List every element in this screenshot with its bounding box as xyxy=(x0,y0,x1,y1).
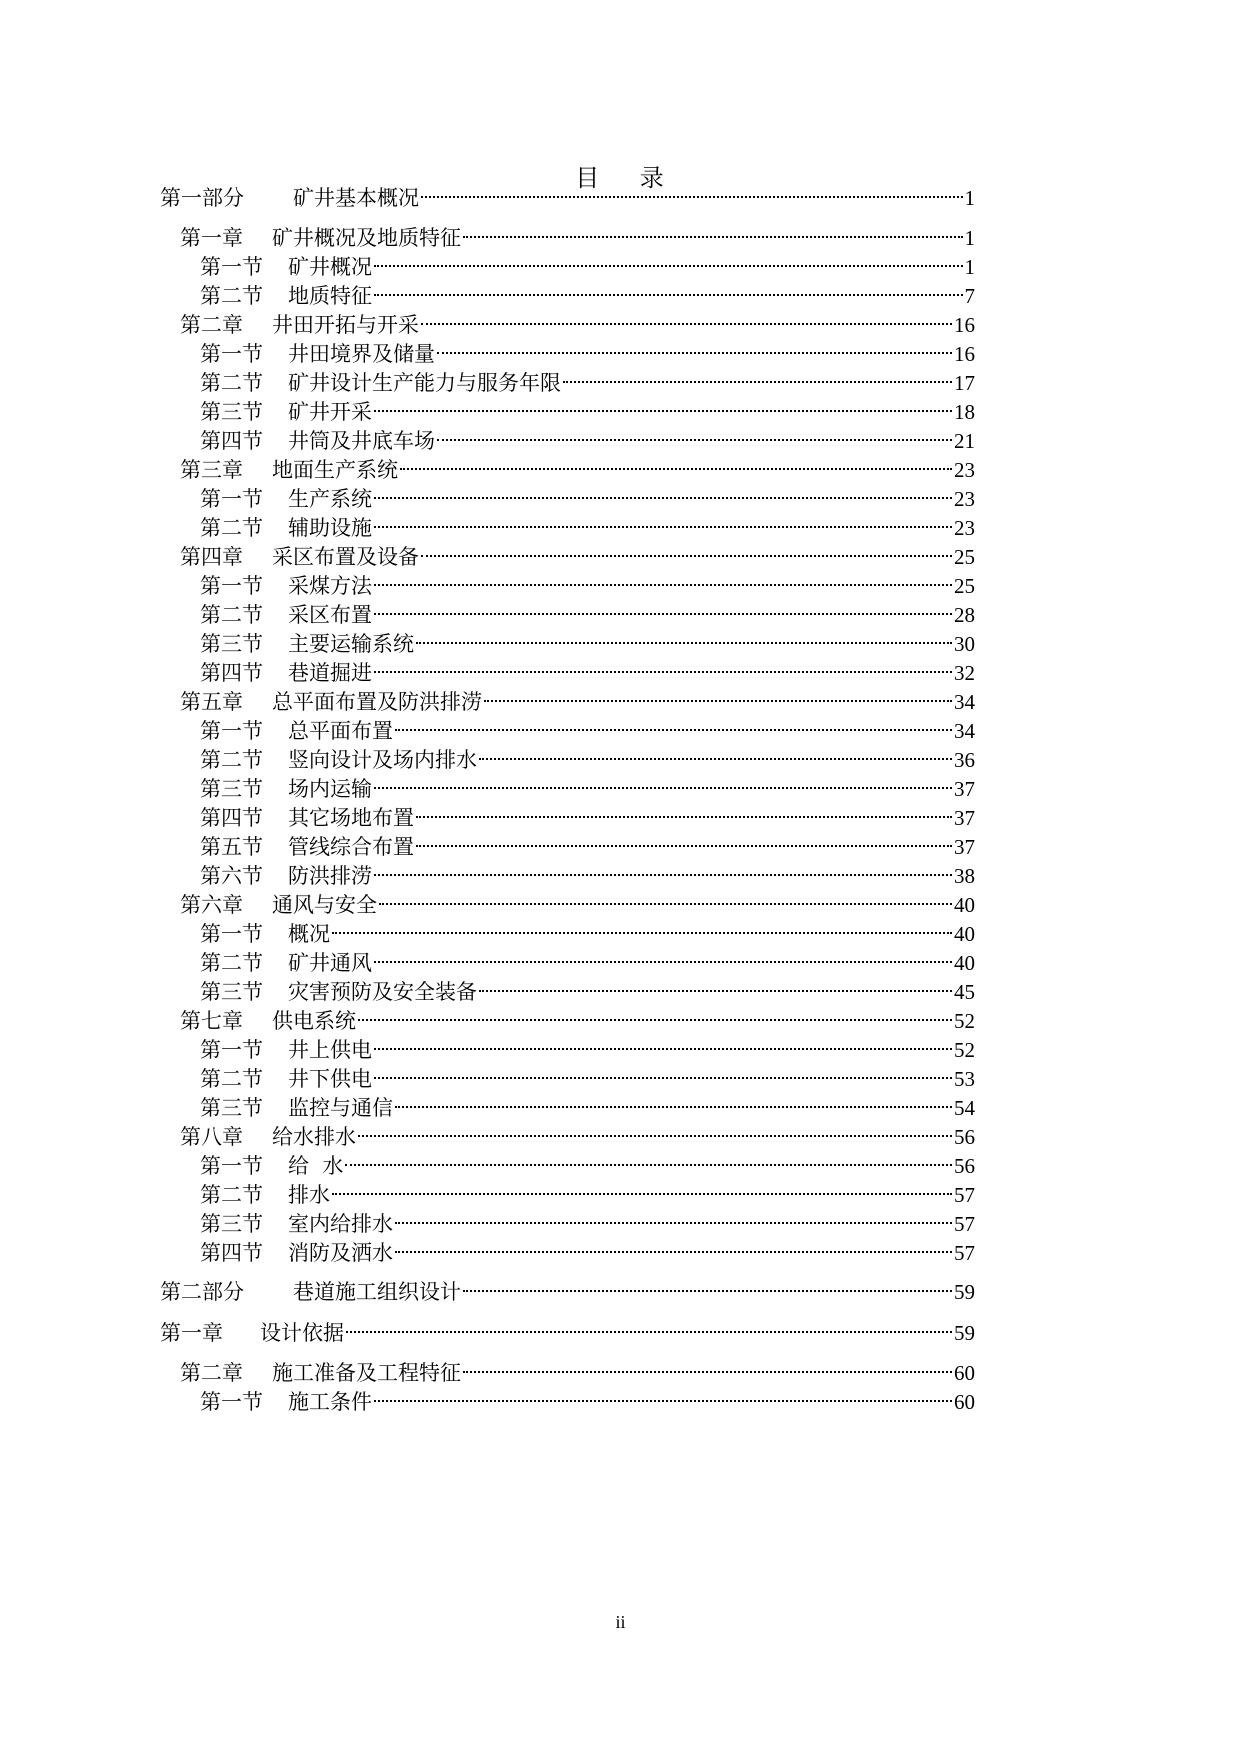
toc-entry-label: 第五章 xyxy=(180,690,243,714)
toc-entry-label: 第二节 xyxy=(200,748,263,772)
toc-entry[interactable] xyxy=(200,571,975,601)
toc-entry-title: 矿井基本概况 xyxy=(293,186,419,210)
toc-entry-label: 第一节 xyxy=(200,922,263,946)
toc-entry[interactable] xyxy=(200,1035,975,1065)
toc-entry-label: 第二节 xyxy=(200,516,263,540)
toc-entry-title: 地质特征 xyxy=(288,284,372,308)
toc-leader-dots xyxy=(437,439,952,441)
toc-entry[interactable] xyxy=(200,1238,975,1268)
toc-entry[interactable] xyxy=(180,687,975,717)
toc-entry-label: 第四节 xyxy=(200,429,263,453)
toc-entry[interactable] xyxy=(200,832,975,862)
toc-entry-page: 60 xyxy=(954,1390,975,1414)
toc-entry[interactable] xyxy=(200,397,975,427)
toc-leader-dots xyxy=(374,961,952,963)
toc-entry-title: 矿井通风 xyxy=(288,951,372,975)
toc-entry[interactable] xyxy=(200,919,975,949)
toc-leader-dots xyxy=(395,1251,952,1253)
toc-entry-label: 第一章 xyxy=(160,1321,223,1345)
toc-entry-page: 23 xyxy=(954,516,975,540)
toc-leader-dots xyxy=(395,729,952,731)
toc-entry-label: 第一部分 xyxy=(160,186,244,210)
toc-entry[interactable] xyxy=(160,183,975,213)
toc-entry-page: 57 xyxy=(954,1212,975,1236)
toc-entry-page: 56 xyxy=(954,1125,975,1149)
toc-entry-title: 井田境界及储量 xyxy=(288,342,435,366)
toc-entry-page: 16 xyxy=(954,313,975,337)
toc-entry-page: 21 xyxy=(954,429,975,453)
toc-entry-page: 25 xyxy=(954,545,975,569)
toc-entry-page: 28 xyxy=(954,603,975,627)
toc-entry-page: 23 xyxy=(954,458,975,482)
toc-leader-dots xyxy=(463,1290,952,1292)
toc-entry-page: 52 xyxy=(954,1038,975,1062)
toc-entry-label: 第三节 xyxy=(200,400,263,424)
toc-entry-label: 第二节 xyxy=(200,284,263,308)
toc-entry-title: 室内给排水 xyxy=(288,1212,393,1236)
toc-entry[interactable] xyxy=(180,455,975,485)
toc-entry-title: 概况 xyxy=(288,922,330,946)
toc-entry-title: 辅助设施 xyxy=(288,516,372,540)
toc-entry-page: 7 xyxy=(964,284,975,308)
toc-entry-label: 第一节 xyxy=(200,1390,263,1414)
toc-entry-page: 1 xyxy=(964,255,975,279)
toc-entry-title: 管线综合布置 xyxy=(288,835,414,859)
toc-entry-page: 23 xyxy=(954,487,975,511)
toc-title: 目 录 xyxy=(575,164,666,192)
toc-entry-label: 第一节 xyxy=(200,719,263,743)
toc-entry-label: 第二节 xyxy=(200,951,263,975)
toc-entry-page: 56 xyxy=(954,1154,975,1178)
toc-entry-label: 第七章 xyxy=(180,1009,243,1033)
toc-entry-title: 供电系统 xyxy=(272,1009,356,1033)
toc-entry-title: 巷道施工组织设计 xyxy=(293,1280,461,1304)
toc-leader-dots xyxy=(374,294,963,296)
toc-entry[interactable] xyxy=(200,716,975,746)
toc-entry-label: 第四节 xyxy=(200,1241,263,1265)
toc-leader-dots xyxy=(345,1164,952,1166)
toc-entry-page: 52 xyxy=(954,1009,975,1033)
toc-entry[interactable] xyxy=(200,1151,975,1181)
page-number: ii xyxy=(615,1612,626,1632)
toc-entry-title: 井下供电 xyxy=(288,1067,372,1091)
toc-entry-label: 第五节 xyxy=(200,835,263,859)
toc-entry-label: 第二章 xyxy=(180,313,243,337)
toc-entry-label: 第四节 xyxy=(200,661,263,685)
toc-leader-dots xyxy=(395,1106,952,1108)
toc-entry-page: 17 xyxy=(954,371,975,395)
toc-entry[interactable] xyxy=(200,600,975,630)
toc-entry[interactable] xyxy=(200,803,975,833)
toc-entry-label: 第三节 xyxy=(200,980,263,1004)
toc-entry[interactable] xyxy=(160,1277,975,1307)
toc-leader-dots xyxy=(346,1331,952,1333)
toc-entry-title: 设计依据 xyxy=(260,1321,344,1345)
toc-entry-label: 第二节 xyxy=(200,1183,263,1207)
toc-leader-dots xyxy=(374,874,952,876)
toc-entry-title: 井田开拓与开采 xyxy=(272,313,419,337)
toc-leader-dots xyxy=(421,555,952,557)
toc-leader-dots xyxy=(437,352,952,354)
toc-entry-page: 45 xyxy=(954,980,975,1004)
toc-entry-title: 排水 xyxy=(288,1183,330,1207)
toc-leader-dots xyxy=(374,584,952,586)
toc-entry-page: 37 xyxy=(954,806,975,830)
toc-entry-page: 34 xyxy=(954,719,975,743)
toc-entry-label: 第二节 xyxy=(200,1067,263,1091)
toc-entry[interactable] xyxy=(200,426,975,456)
toc-entry-label: 第一节 xyxy=(200,487,263,511)
toc-entry-page: 40 xyxy=(954,893,975,917)
toc-entry-label: 第一节 xyxy=(200,1038,263,1062)
toc-entry-title: 采区布置 xyxy=(288,603,372,627)
toc-entry-label: 第二节 xyxy=(200,603,263,627)
toc-entry-label: 第三节 xyxy=(200,1096,263,1120)
toc-entry-page: 1 xyxy=(964,226,975,250)
toc-leader-dots xyxy=(416,642,952,644)
toc-entry-title: 地面生产系统 xyxy=(272,458,398,482)
toc-leader-dots xyxy=(374,1048,952,1050)
toc-entry-title: 其它场地布置 xyxy=(288,806,414,830)
toc-entry-page: 59 xyxy=(954,1321,975,1345)
toc-entry-title: 通风与安全 xyxy=(272,893,377,917)
toc-entry[interactable] xyxy=(180,223,975,253)
toc-entry-page: 37 xyxy=(954,777,975,801)
toc-entry-title: 监控与通信 xyxy=(288,1096,393,1120)
toc-entry-page: 53 xyxy=(954,1067,975,1091)
toc-entry[interactable] xyxy=(200,977,975,1007)
toc-leader-dots xyxy=(479,758,952,760)
toc-entry[interactable] xyxy=(200,658,975,688)
toc-entry-page: 40 xyxy=(954,922,975,946)
toc-entry-page: 32 xyxy=(954,661,975,685)
toc-entry[interactable] xyxy=(200,281,975,311)
toc-entry-page: 38 xyxy=(954,864,975,888)
toc-leader-dots xyxy=(374,497,952,499)
toc-entry-label: 第三节 xyxy=(200,1212,263,1236)
toc-entry[interactable] xyxy=(180,310,975,340)
toc-entry-page: 57 xyxy=(954,1241,975,1265)
toc-entry-title: 竖向设计及场内排水 xyxy=(288,748,477,772)
toc-entry-title: 矿井概况及地质特征 xyxy=(272,226,461,250)
toc-entry-label: 第四节 xyxy=(200,806,263,830)
toc-entry-label: 第六节 xyxy=(200,864,263,888)
toc-leader-dots xyxy=(374,410,952,412)
toc-leader-dots xyxy=(421,323,952,325)
toc-leader-dots xyxy=(463,1371,952,1373)
toc-entry[interactable] xyxy=(200,1180,975,1210)
toc-leader-dots xyxy=(374,671,952,673)
toc-entry[interactable] xyxy=(200,861,975,891)
toc-entry[interactable] xyxy=(200,513,975,543)
toc-entry-label: 第一节 xyxy=(200,342,263,366)
toc-entry[interactable] xyxy=(200,1093,975,1123)
toc-entry-page: 25 xyxy=(954,574,975,598)
toc-leader-dots xyxy=(563,381,952,383)
toc-leader-dots xyxy=(400,468,952,470)
toc-entry-title: 总平面布置及防洪排涝 xyxy=(272,690,482,714)
toc-entry-page: 37 xyxy=(954,835,975,859)
toc-entry-title: 矿井开采 xyxy=(288,400,372,424)
toc-entry[interactable] xyxy=(200,252,975,282)
toc-leader-dots xyxy=(484,700,952,702)
toc-entry[interactable] xyxy=(200,745,975,775)
toc-leader-dots xyxy=(332,932,952,934)
toc-entry-page: 30 xyxy=(954,632,975,656)
toc-entry-page: 16 xyxy=(954,342,975,366)
toc-entry[interactable] xyxy=(180,1358,975,1388)
toc-entry-title: 井筒及井底车场 xyxy=(288,429,435,453)
toc-leader-dots xyxy=(374,787,952,789)
toc-entry-label: 第二节 xyxy=(200,371,263,395)
toc-entry[interactable] xyxy=(200,484,975,514)
toc-entry-page: 57 xyxy=(954,1183,975,1207)
toc-entry[interactable] xyxy=(200,948,975,978)
toc-leader-dots xyxy=(374,265,963,267)
toc-entry[interactable] xyxy=(200,1209,975,1239)
toc-entry[interactable] xyxy=(180,890,975,920)
toc-entry-label: 第八章 xyxy=(180,1125,243,1149)
toc-entry-title: 场内运输 xyxy=(288,777,372,801)
toc-entry-title: 灾害预防及安全装备 xyxy=(288,980,477,1004)
toc-entry-page: 54 xyxy=(954,1096,975,1120)
toc-entry-title: 生产系统 xyxy=(288,487,372,511)
toc-entry[interactable] xyxy=(200,339,975,369)
toc-leader-dots xyxy=(379,903,952,905)
toc-leader-dots xyxy=(421,196,963,198)
toc-entry[interactable] xyxy=(200,1387,975,1417)
toc-entry[interactable] xyxy=(180,1122,975,1152)
toc-entry[interactable] xyxy=(200,1064,975,1094)
toc-leader-dots xyxy=(463,236,963,238)
toc-entry-title: 巷道掘进 xyxy=(288,661,372,685)
toc-leader-dots xyxy=(416,816,952,818)
toc-leader-dots xyxy=(374,613,952,615)
toc-entry-title: 井上供电 xyxy=(288,1038,372,1062)
toc-entry-title: 主要运输系统 xyxy=(288,632,414,656)
toc-entry-label: 第一节 xyxy=(200,255,263,279)
toc-entry-title: 施工准备及工程特征 xyxy=(272,1361,461,1385)
toc-entry-label: 第三节 xyxy=(200,632,263,656)
toc-entry-title: 总平面布置 xyxy=(288,719,393,743)
toc-entry-label: 第三节 xyxy=(200,777,263,801)
toc-entry-page: 60 xyxy=(954,1361,975,1385)
toc-entry-title: 防洪排涝 xyxy=(288,864,372,888)
toc-leader-dots xyxy=(395,1222,952,1224)
toc-entry-page: 59 xyxy=(954,1280,975,1304)
toc-entry-title: 采煤方法 xyxy=(288,574,372,598)
toc-entry-label: 第四章 xyxy=(180,545,243,569)
toc-entry-page: 1 xyxy=(964,186,975,210)
toc-entry-title: 矿井设计生产能力与服务年限 xyxy=(288,371,561,395)
toc-entry-title: 消防及洒水 xyxy=(288,1241,393,1265)
toc-entry-page: 36 xyxy=(954,748,975,772)
toc-entry-label: 第一节 xyxy=(200,574,263,598)
toc-leader-dots xyxy=(358,1019,952,1021)
toc-entry-label: 第六章 xyxy=(180,893,243,917)
toc-leader-dots xyxy=(332,1193,952,1195)
toc-entry-title: 施工条件 xyxy=(288,1390,372,1414)
toc-entry[interactable] xyxy=(180,542,975,572)
toc-leader-dots xyxy=(374,1077,952,1079)
toc-leader-dots xyxy=(374,1400,952,1402)
toc-entry[interactable] xyxy=(160,1318,975,1348)
toc-entry-title: 给 水 xyxy=(288,1154,344,1178)
toc-leader-dots xyxy=(479,990,952,992)
toc-entry-label: 第一章 xyxy=(180,226,243,250)
toc-entry[interactable] xyxy=(180,1006,975,1036)
toc-entry-label: 第二部分 xyxy=(160,1280,244,1304)
toc-entry-page: 40 xyxy=(954,951,975,975)
toc-leader-dots xyxy=(358,1135,952,1137)
toc-entry-title: 采区布置及设备 xyxy=(272,545,419,569)
toc-entry[interactable] xyxy=(200,629,975,659)
toc-entry-page: 34 xyxy=(954,690,975,714)
toc-leader-dots xyxy=(416,845,952,847)
toc-entry[interactable] xyxy=(200,774,975,804)
toc-entry-label: 第二章 xyxy=(180,1361,243,1385)
toc-entry[interactable] xyxy=(200,368,975,398)
toc-entry-title: 给水排水 xyxy=(272,1125,356,1149)
toc-entry-label: 第三章 xyxy=(180,458,243,482)
toc-entry-label: 第一节 xyxy=(200,1154,263,1178)
toc-entry-page: 18 xyxy=(954,400,975,424)
toc-entry-title: 矿井概况 xyxy=(288,255,372,279)
toc-leader-dots xyxy=(374,526,952,528)
